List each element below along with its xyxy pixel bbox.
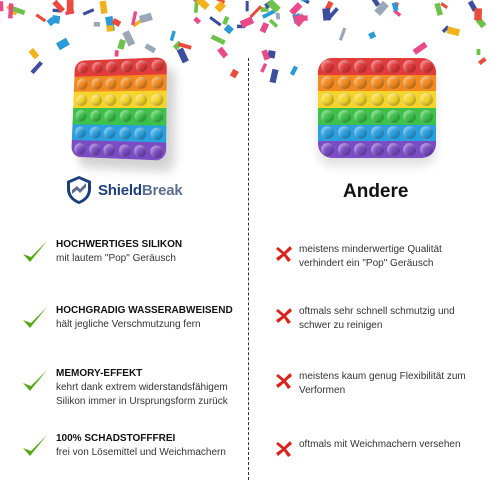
popit-bubble: [387, 60, 400, 73]
confetti-piece: [177, 48, 189, 64]
confetti-piece: [264, 0, 273, 9]
popit-bubble: [387, 126, 400, 139]
confetti-piece: [475, 17, 486, 28]
con-desc: meistens minderwertige Qualität: [299, 244, 442, 255]
confetti-piece: [246, 1, 249, 11]
confetti-piece: [209, 16, 221, 26]
confetti-piece: [35, 14, 46, 23]
confetti-piece: [224, 24, 234, 34]
pro-desc: Silikon immer in Ursprungsform zurück: [56, 396, 228, 407]
popit-bubble: [371, 60, 384, 73]
confetti-piece: [215, 0, 225, 4]
brand-name-part2: Break: [141, 181, 183, 199]
popit-bubble: [121, 61, 133, 73]
brand-name-part1: Shield: [98, 181, 142, 199]
popit-row: [318, 75, 436, 92]
confetti-piece: [237, 25, 245, 29]
con-desc: oftmals mit Weichmachern versehen: [299, 439, 461, 450]
popit-bubble: [387, 110, 400, 123]
pro-item-4: [20, 432, 245, 462]
confetti-piece: [194, 0, 199, 13]
popit-bubble: [134, 127, 146, 140]
confetti-piece: [99, 1, 107, 14]
check-icon: [20, 432, 50, 462]
confetti-piece: [83, 8, 95, 15]
popit-bubble: [387, 93, 400, 106]
confetti-piece: [269, 19, 278, 28]
confetti-piece: [393, 9, 401, 17]
popit-bubble: [151, 76, 163, 88]
popit-bubble: [136, 60, 148, 72]
popit-bubble: [371, 143, 384, 156]
popit-bubble: [338, 126, 351, 139]
popit-bubble: [89, 143, 101, 155]
confetti-piece: [105, 16, 115, 32]
con-desc: oftmals sehr schnell schmutzig und: [299, 306, 455, 317]
popit-bubble: [354, 110, 367, 123]
cross-icon: [275, 440, 293, 458]
confetti-piece: [270, 69, 279, 84]
popit-bubble: [420, 126, 433, 139]
confetti-piece: [267, 50, 275, 58]
popit-bubble: [321, 126, 334, 139]
popit-bubble: [92, 62, 103, 74]
pro-item-3: [20, 367, 245, 409]
confetti-piece: [325, 1, 334, 11]
popit-bubble: [120, 94, 132, 106]
confetti-piece: [6, 5, 17, 16]
confetti-piece: [260, 63, 267, 73]
popit-bubble: [371, 126, 384, 139]
popit-bubble: [403, 110, 416, 123]
popit-bubble: [104, 127, 116, 139]
pro-item-2: [20, 304, 245, 334]
cross-icon: [275, 372, 293, 390]
popit-bubble: [354, 76, 367, 89]
popit-bubble: [420, 93, 433, 106]
popit-bubble: [134, 144, 146, 157]
popit-bubble: [119, 127, 131, 139]
confetti-piece: [301, 0, 310, 4]
confetti-piece: [413, 42, 428, 55]
popit-bubble: [103, 143, 115, 156]
confetti-piece: [8, 3, 14, 18]
confetti-piece: [446, 26, 460, 36]
confetti-piece: [52, 15, 61, 24]
check-icon: [20, 367, 50, 397]
pro-desc: frei von Lösemittel und Weichmachern: [56, 447, 226, 458]
confetti-piece: [267, 0, 281, 13]
popit-bubble: [403, 93, 416, 106]
confetti-piece: [374, 1, 389, 16]
confetti-piece: [170, 31, 176, 42]
pro-title: MEMORY-EFFEKT: [56, 368, 143, 379]
popit-bubble: [150, 145, 163, 158]
pro-title: HOCHWERTIGES SILIKON: [56, 239, 183, 250]
popit-bubble: [354, 60, 367, 73]
pro-desc: hält jegliche Verschmutzung fern: [56, 319, 201, 330]
confetti-piece: [230, 69, 239, 79]
con-desc: verhindert ein "Pop" Geräusch: [299, 258, 434, 269]
confetti-piece: [196, 0, 210, 10]
confetti-piece: [392, 2, 399, 11]
popit-bubble: [387, 143, 400, 156]
confetti-piece: [0, 1, 4, 11]
popit-bubble: [75, 126, 86, 138]
confetti-piece: [52, 0, 65, 13]
confetti-piece: [115, 50, 119, 57]
confetti-piece: [476, 49, 480, 55]
con-item-4: [275, 438, 485, 458]
confetti-piece: [144, 43, 156, 53]
check-icon: [20, 304, 50, 334]
confetti-piece: [211, 35, 226, 45]
popit-bubble: [150, 128, 163, 141]
cross-icon: [275, 307, 293, 325]
popit-bubble: [119, 110, 131, 122]
popit-bubble: [90, 110, 102, 122]
pro-desc: mit lautem "Pop" Geräusch: [56, 253, 176, 264]
popit-bubble: [338, 110, 351, 123]
confetti-piece: [442, 25, 450, 33]
confetti-piece: [117, 39, 126, 50]
confetti-piece: [474, 8, 482, 20]
popit-bubble: [118, 144, 130, 157]
cross-icon: [275, 245, 293, 263]
confetti-piece: [67, 0, 74, 14]
brand-logo: [66, 175, 183, 205]
popit-toy-andere: [318, 58, 436, 158]
confetti-piece: [94, 22, 100, 27]
popit-bubble: [371, 76, 384, 89]
confetti-piece: [326, 7, 339, 21]
popit-bubble: [105, 94, 117, 106]
popit-bubble: [89, 127, 101, 139]
con-desc: Verformen: [299, 385, 346, 396]
confetti-piece: [10, 6, 26, 16]
popit-bubble: [76, 94, 87, 106]
confetti-piece: [262, 10, 275, 19]
popit-bubble: [151, 60, 163, 72]
confetti-piece: [106, 25, 114, 32]
confetti-piece: [193, 17, 201, 25]
confetti-piece: [250, 5, 262, 18]
popit-bubble: [104, 110, 116, 122]
confetti-piece: [131, 11, 137, 25]
pro-title: 100% SCHADSTOFFFREI: [56, 433, 176, 444]
confetti-piece: [322, 8, 331, 21]
popit-bubble: [338, 76, 351, 89]
popit-bubble: [135, 77, 147, 89]
popit-row: [73, 108, 167, 125]
confetti-piece: [132, 19, 141, 27]
popit-bubble: [76, 110, 87, 122]
confetti-piece: [122, 30, 135, 46]
confetti-piece: [368, 31, 376, 39]
confetti-piece: [339, 27, 346, 40]
confetti-piece: [30, 61, 42, 74]
popit-bubble: [338, 143, 351, 156]
popit-bubble: [120, 77, 132, 89]
confetti-piece: [260, 22, 269, 33]
confetti-piece: [290, 66, 298, 76]
con-item-2: [275, 305, 485, 333]
confetti-piece: [112, 18, 122, 27]
popit-bubble: [420, 143, 433, 156]
popit-bubble: [420, 76, 433, 89]
confetti-piece: [214, 1, 226, 13]
popit-bubble: [403, 76, 416, 89]
pro-title: HOCHGRADIG WASSERABWEISEND: [56, 305, 233, 316]
confetti-piece: [65, 9, 75, 15]
confetti-piece: [28, 48, 39, 59]
confetti-piece: [261, 49, 270, 60]
popit-bubble: [371, 110, 384, 123]
confetti-piece: [191, 0, 202, 5]
confetti-piece: [300, 0, 308, 2]
column-divider: [248, 58, 249, 480]
confetti-piece: [217, 47, 228, 59]
popit-row: [73, 91, 166, 108]
confetti-piece: [369, 0, 380, 7]
popit-bubble: [77, 78, 88, 90]
confetti-piece: [240, 16, 254, 28]
con-desc: schwer zu reinigen: [299, 320, 383, 331]
pro-desc: kehrt dank extrem widerstandsfähigem: [56, 382, 228, 393]
con-desc: meistens kaum genug Flexibilität zum: [299, 371, 466, 382]
popit-bubble: [403, 143, 416, 156]
popit-bubble: [354, 143, 367, 156]
popit-bubble: [403, 60, 416, 73]
con-item-3: [275, 370, 485, 398]
confetti-piece: [440, 2, 448, 9]
popit-bubble: [150, 93, 163, 105]
popit-bubble: [74, 143, 86, 155]
popit-row: [318, 108, 436, 125]
confetti-piece: [468, 0, 478, 12]
popit-bubble: [135, 110, 147, 122]
confetti-piece: [52, 9, 61, 13]
popit-bubble: [321, 110, 334, 123]
confetti-piece: [276, 13, 281, 20]
confetti-piece: [173, 41, 183, 51]
popit-bubble: [354, 126, 367, 139]
confetti-piece: [178, 42, 192, 49]
confetti-piece: [294, 15, 308, 21]
pro-item-1: [20, 238, 245, 268]
confetti-piece: [289, 2, 302, 15]
popit-bubble: [91, 78, 103, 90]
brand-name: [98, 182, 183, 199]
confetti-piece: [139, 13, 153, 24]
popit-row: [318, 91, 436, 108]
popit-bubble: [387, 76, 400, 89]
popit-bubble: [321, 76, 334, 89]
popit-bubble: [371, 93, 384, 106]
con-item-1: [275, 243, 485, 271]
popit-row: [74, 74, 167, 92]
confetti-piece: [292, 13, 301, 22]
shield-logo-icon: [66, 175, 92, 205]
popit-bubble: [90, 94, 102, 106]
popit-row: [71, 140, 166, 160]
popit-bubble: [135, 93, 147, 105]
popit-row: [318, 58, 436, 75]
popit-bubble: [420, 60, 433, 73]
confetti-piece: [56, 38, 70, 51]
competitor-heading: Andere: [343, 181, 409, 202]
confetti-piece: [478, 57, 487, 65]
check-icon: [20, 238, 50, 268]
popit-row: [318, 125, 436, 142]
popit-bubble: [338, 60, 351, 73]
popit-bubble: [354, 93, 367, 106]
confetti-piece: [394, 2, 399, 9]
popit-bubble: [403, 126, 416, 139]
popit-bubble: [321, 60, 334, 73]
popit-toy-shieldbreak: [71, 57, 167, 160]
confetti-piece: [46, 17, 55, 26]
popit-row: [318, 141, 436, 158]
confetti-piece: [260, 7, 268, 12]
popit-bubble: [338, 93, 351, 106]
confetti-piece: [222, 16, 229, 25]
popit-bubble: [321, 93, 334, 106]
popit-bubble: [106, 61, 118, 73]
popit-bubble: [150, 110, 163, 122]
popit-bubble: [105, 78, 117, 90]
popit-bubble: [78, 63, 89, 75]
popit-bubble: [420, 110, 433, 123]
confetti-piece: [294, 14, 307, 27]
confetti-piece: [434, 3, 443, 16]
popit-bubble: [321, 143, 334, 156]
